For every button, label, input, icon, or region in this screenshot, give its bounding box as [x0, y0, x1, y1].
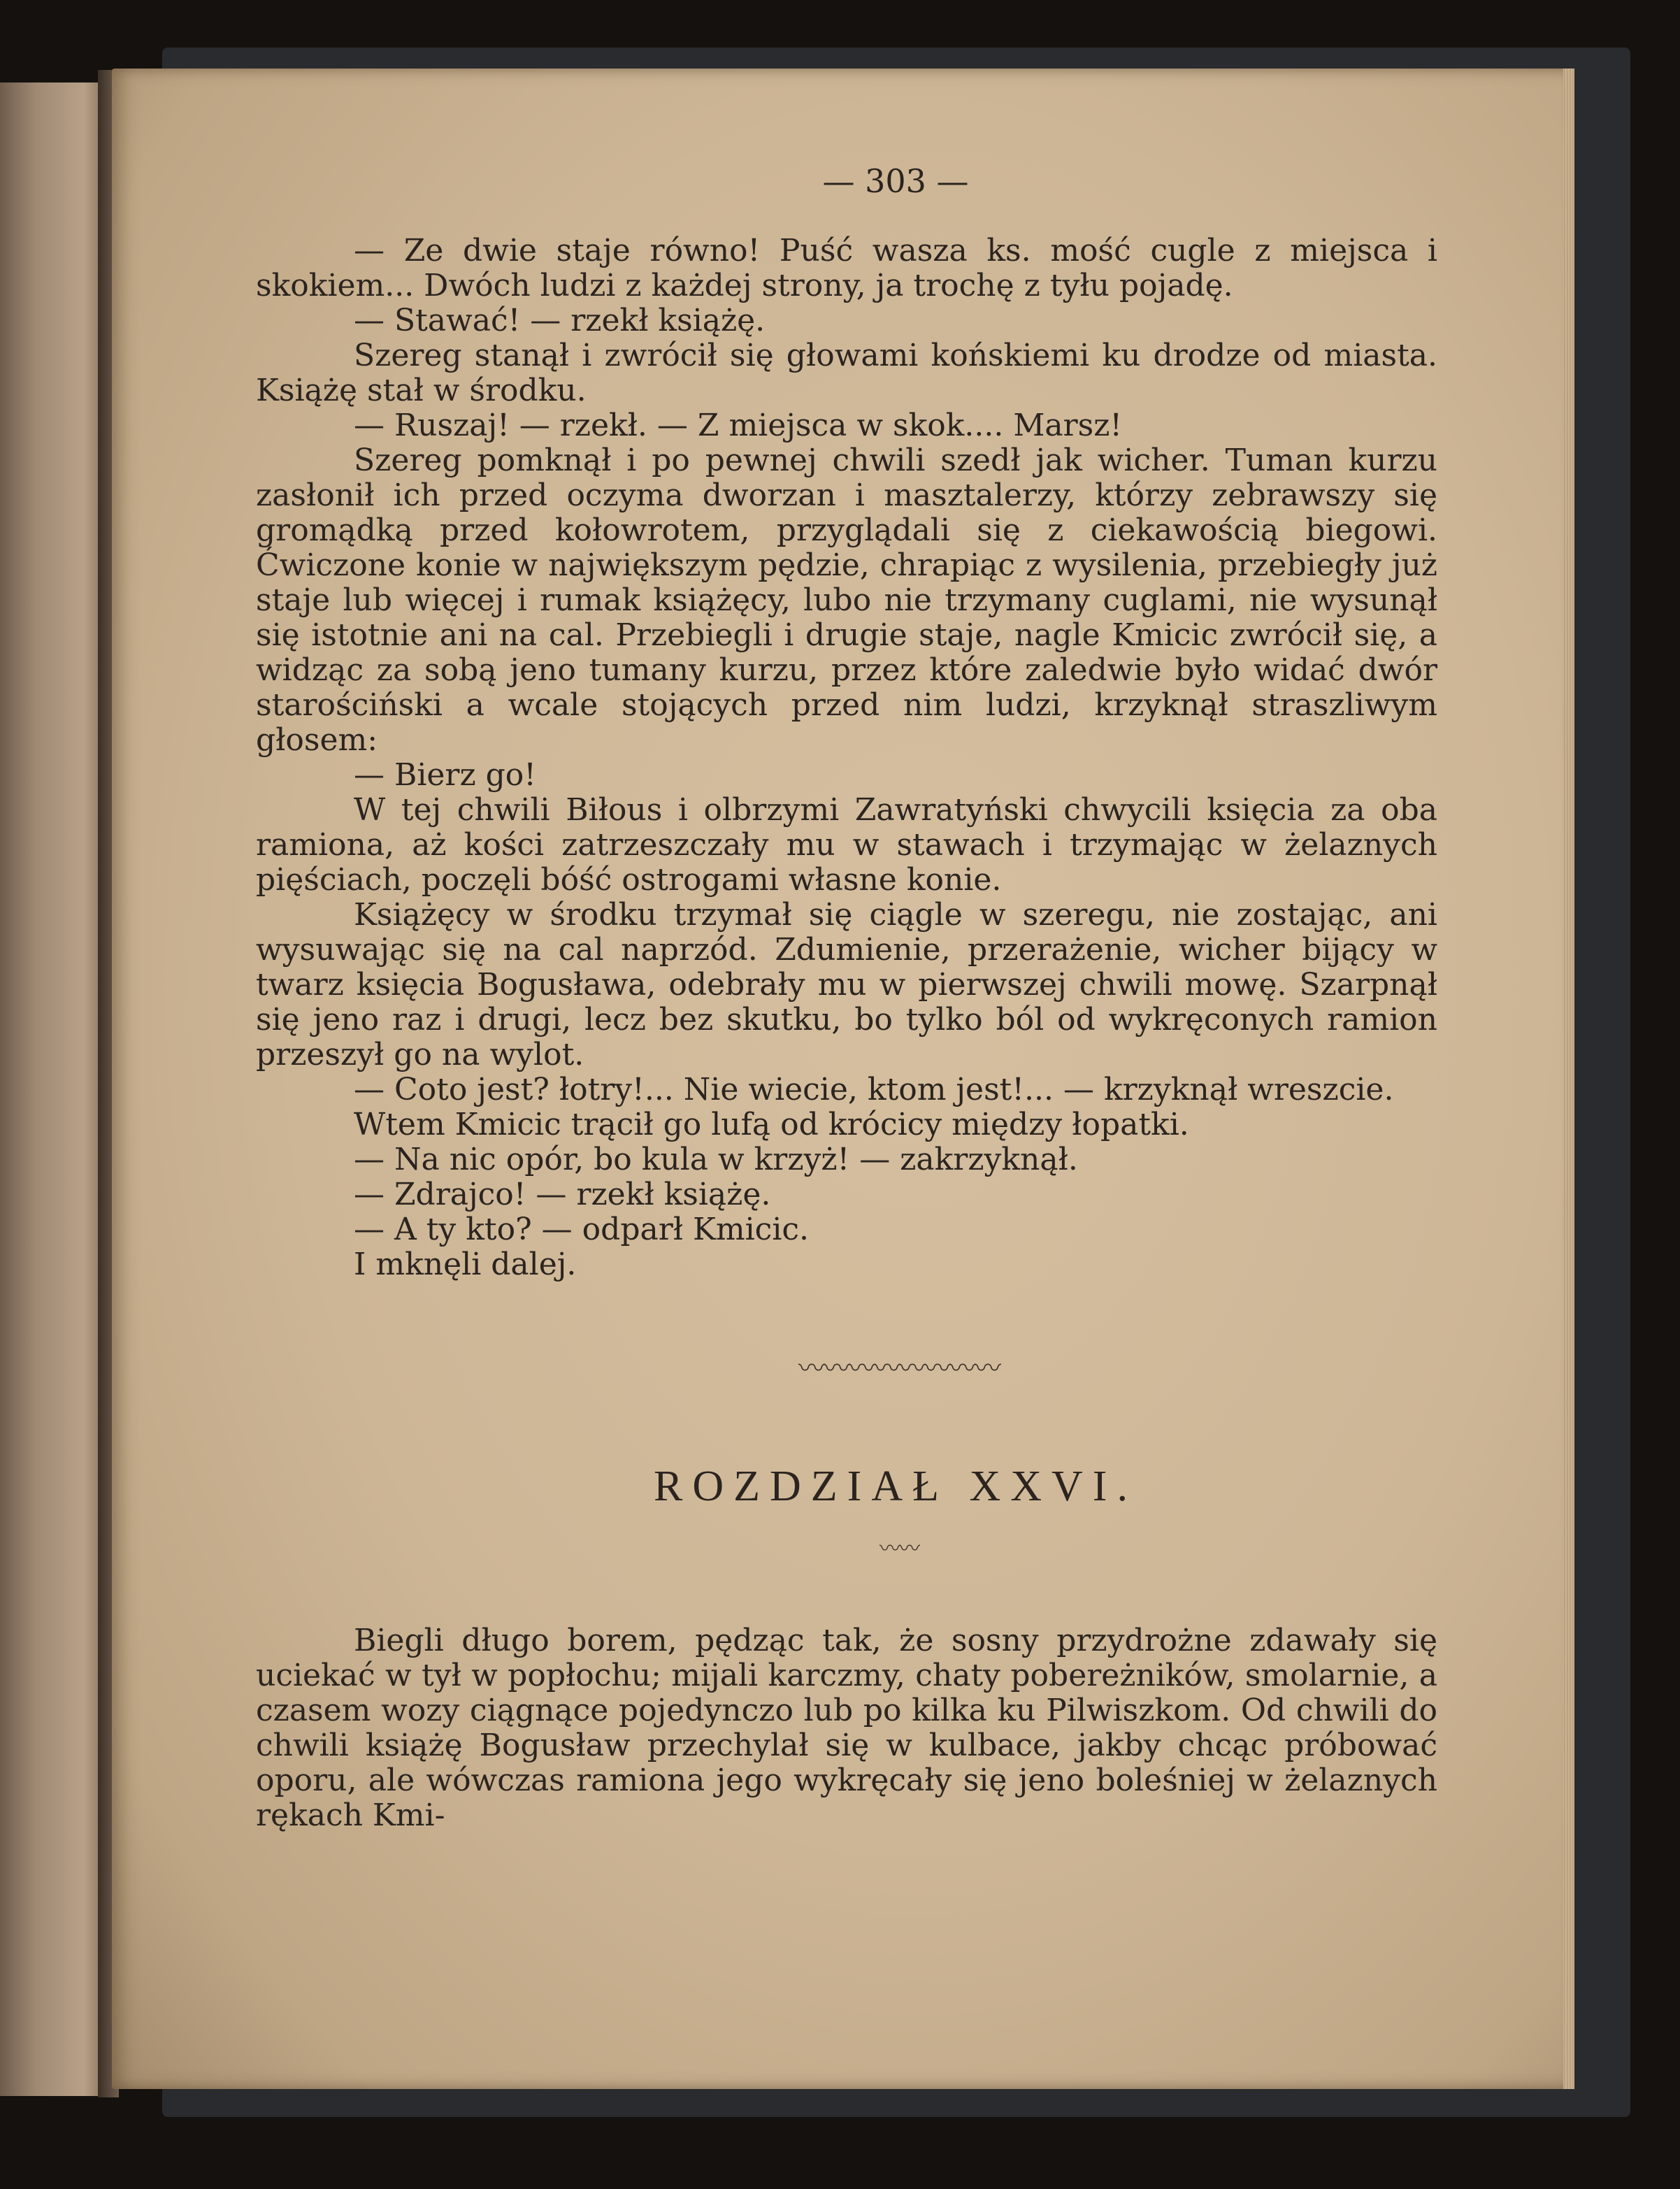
- paragraph: — Ruszaj! — rzekł. — Z miejsca w skok.... Marsz!: [354, 408, 1123, 443]
- page-stack-edge: [1563, 69, 1574, 2089]
- page-text-block: [256, 159, 1437, 1833]
- ornament-divider-small: 〰〰: [880, 1537, 919, 1561]
- paragraph: — Ze dwie staje równo! Puść wasza ks. mość cugle z miejsca i skokiem... Dwóch ludzi z każdej strony, ja trochę z tyłu pojadę.: [256, 233, 1437, 303]
- paragraph: I mknęli dalej.: [354, 1247, 577, 1282]
- chapter-text: [256, 1623, 1437, 1833]
- chapter-title: ROZDZIAŁ XXVI.: [654, 1463, 1137, 1510]
- ornament-divider-large: 〰〰〰〰〰〰〰〰: [798, 1353, 1000, 1384]
- page-number: — 303 —: [822, 162, 969, 200]
- paragraph: Książęcy w środku trzymał się ciągle w szeregu, nie zostając, ani wysuwając się na cal naprzód. Zdumienie, przerażenie, wicher bijący w twarz księcia Bogusława, odebrały mu w pierwszej chwili mowę. Szarpnął się jeno raz i drugi, lecz bez skutku, bo tylko ból od wykręconych ramion przeszył go na wylot.: [256, 897, 1437, 1072]
- paragraph: Wtem Kmicic trącił go lufą od krócicy między łopatki.: [354, 1107, 1189, 1142]
- paragraph: — Coto jest? łotry!... Nie wiecie, ktom jest!... — krzyknął wreszcie.: [354, 1072, 1394, 1107]
- left-page-edge: [0, 82, 105, 2096]
- paragraph: — Stawać! — rzekł książę.: [354, 303, 766, 338]
- paragraph: W tej chwili Biłous i olbrzymi Zawratyński chwycili księcia za oba ramiona, aż kości zatrzeszczały mu w stawach i trzymając w żelaznych pięściach, poczęli bóść ostrogami własne konie.: [256, 792, 1437, 898]
- paragraph: — A ty kto? — odparł Kmicic.: [354, 1212, 810, 1247]
- paragraph: Szereg pomknął i po pewnej chwili szedł jak wicher. Tuman kurzu zasłonił ich przed oczyma dworzan i masztalerzy, którzy zebrawszy się gromądką przed kołowrotem, przyglądali się z ciekawością biegowi. Ćwiczone konie w największym pędzie, chrapiąc z wysilenia, przebiegły już staje lub więcej i rumak książęcy, lubo nie trzymany cuglami, nie wysunął się istotnie ani na cal. Przebiegli i drugie staje, nagle Kmicic zwrócił się, a widząc za sobą jeno tumany kurzu, przez które zaledwie było widać dwór starościński a wcale stojących przed nim ludzi, krzyknął straszliwym głosem:: [256, 443, 1437, 758]
- paragraph: — Na nic opór, bo kula w krzyż! — zakrzyknął.: [354, 1142, 1078, 1177]
- paragraph: Szereg stanął i zwrócił się głowami końskiemi ku drodze od miasta. Książę stał w środku.: [256, 338, 1437, 408]
- paragraph: — Zdrajco! — rzekł książę.: [354, 1177, 771, 1212]
- paragraph: Biegli długo borem, pędząc tak, że sosny przydrożne zdawały się uciekać w tył w popłochu; mijali karczmy, chaty pobereżników, smolarnie, a czasem wozy ciągnące pojedynczo lub po kilka ku Pilwiszkom. Od chwili do chwili książę Bogusław przechylał się w kulbace, jakby chcąc próbować oporu, ale wówczas ramiona jego wykręcały się jeno boleśniej w żelaznych rękach Kmi-: [256, 1623, 1437, 1833]
- paragraph: — Bierz go!: [354, 757, 536, 793]
- body-text: [256, 234, 1437, 1282]
